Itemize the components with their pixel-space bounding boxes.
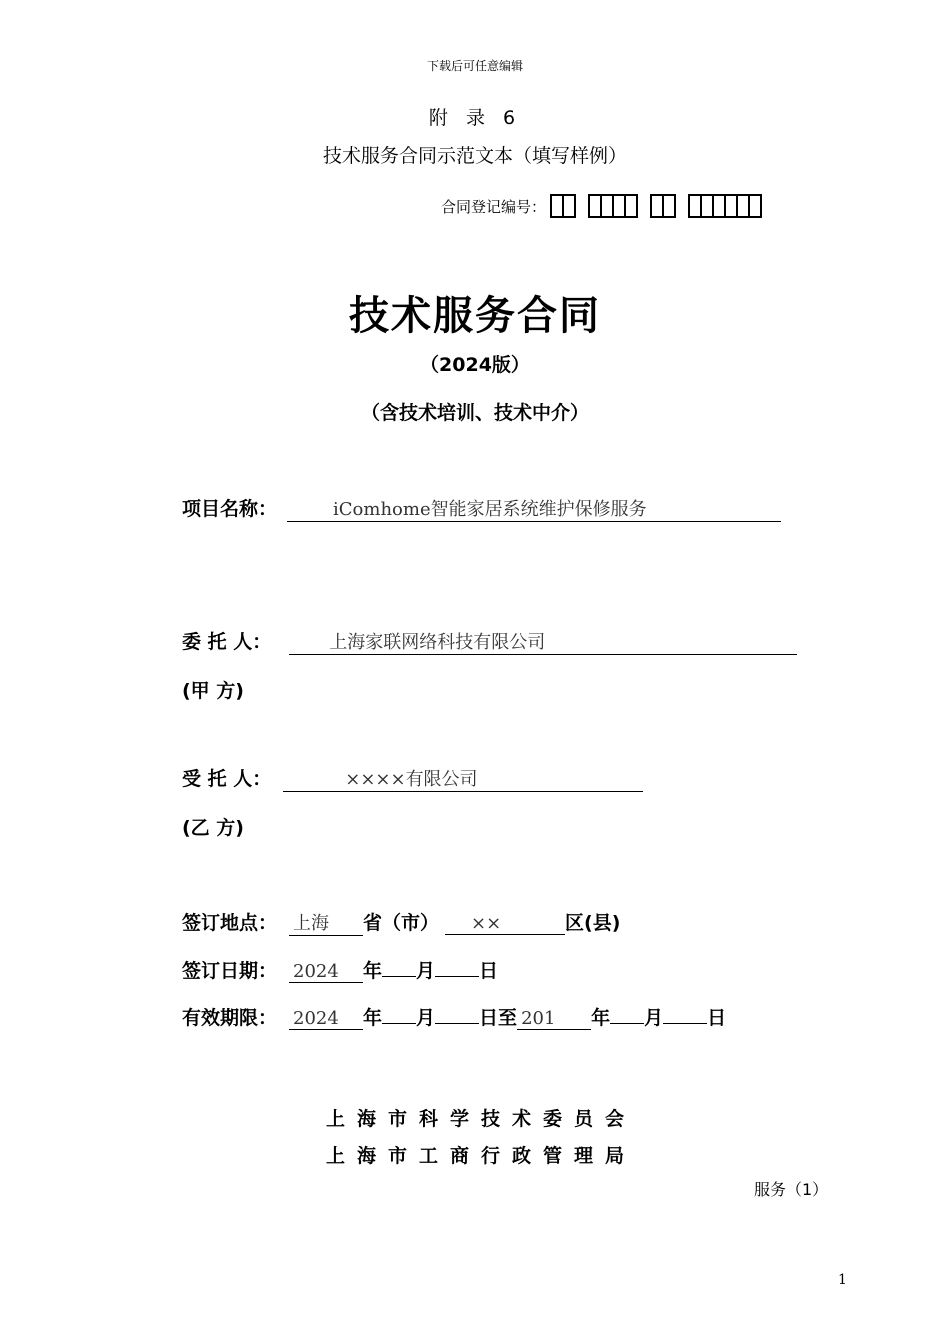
contractor-party-note: (乙 方): [182, 817, 244, 839]
validity-start-month-field[interactable]: [382, 1022, 416, 1024]
validity-end-year-unit: 年: [591, 1007, 611, 1029]
authority-science-commission: 上海市科学技术委员会: [325, 1108, 636, 1130]
validity-end-day-unit: 日: [707, 1007, 727, 1029]
validity-start-day-field[interactable]: [435, 1022, 479, 1024]
registration-digit-box[interactable]: [562, 194, 576, 218]
project-row: [182, 494, 781, 522]
signing-date-row: [182, 956, 498, 983]
registration-digit-box[interactable]: [662, 194, 676, 218]
validity-to-label: 日至: [479, 1007, 518, 1029]
appendix-label: 附 录 6: [428, 107, 522, 129]
client-name-field[interactable]: 上海家联网络科技有限公司: [289, 628, 797, 655]
signing-place-label: 签订地点：: [182, 912, 278, 934]
registration-boxes: [550, 194, 762, 218]
client-row: [182, 627, 797, 655]
registration-digit-box[interactable]: [624, 194, 638, 218]
signing-month-field[interactable]: [382, 975, 416, 977]
project-name-field[interactable]: iComhome智能家居系统维护保修服务: [287, 495, 781, 522]
header-note: 下载后可任意编辑: [426, 59, 523, 73]
signing-day-unit: 日: [479, 960, 499, 982]
document-subtitle: 技术服务合同示范文本（填写样例）: [322, 145, 627, 167]
registration-digit-box[interactable]: [748, 194, 762, 218]
registration-number: [441, 194, 762, 218]
page-number: 1: [838, 1272, 847, 1288]
signing-date-label: 签订日期：: [182, 960, 278, 982]
province-field[interactable]: 上海: [289, 909, 363, 936]
registration-box-group: [550, 194, 576, 218]
contract-scope: （含技术培训、技术中介）: [360, 402, 589, 424]
registration-box-group: [650, 194, 676, 218]
district-unit: 区(县): [565, 912, 621, 934]
contract-title: 技术服务合同: [349, 293, 601, 339]
registration-label: 合同登记编号：: [441, 197, 547, 216]
registration-box-group: [688, 194, 762, 218]
province-unit: 省（市）: [363, 912, 440, 934]
client-label: 委 托 人：: [182, 631, 272, 653]
validity-end-year-field[interactable]: 201: [517, 1008, 591, 1030]
contract-version: （2024版）: [420, 354, 530, 376]
signing-month-unit: 月: [416, 960, 436, 982]
signing-place-row: [182, 908, 620, 936]
validity-end-month-unit: 月: [644, 1007, 664, 1029]
contractor-label: 受 托 人：: [182, 768, 272, 790]
service-number: 服务（1）: [754, 1180, 829, 1199]
validity-end-day-field[interactable]: [663, 1022, 707, 1024]
authority-industry-bureau: 上海市工商行政管理局: [325, 1145, 636, 1167]
validity-start-month-unit: 月: [416, 1007, 436, 1029]
district-field[interactable]: ××: [445, 913, 565, 935]
client-party-note: (甲 方): [182, 680, 244, 702]
validity-end-month-field[interactable]: [610, 1022, 644, 1024]
signing-year-field[interactable]: 2024: [289, 961, 363, 983]
contractor-row: [182, 764, 643, 792]
signing-day-field[interactable]: [435, 975, 479, 977]
registration-box-group: [588, 194, 638, 218]
validity-row: [182, 1003, 726, 1030]
signing-year-unit: 年: [363, 960, 383, 982]
validity-label: 有效期限：: [182, 1007, 278, 1029]
validity-start-year-field[interactable]: 2024: [289, 1008, 363, 1030]
project-label: 项目名称：: [182, 498, 278, 520]
contractor-name-field[interactable]: ××××有限公司: [283, 765, 643, 792]
validity-start-year-unit: 年: [363, 1007, 383, 1029]
